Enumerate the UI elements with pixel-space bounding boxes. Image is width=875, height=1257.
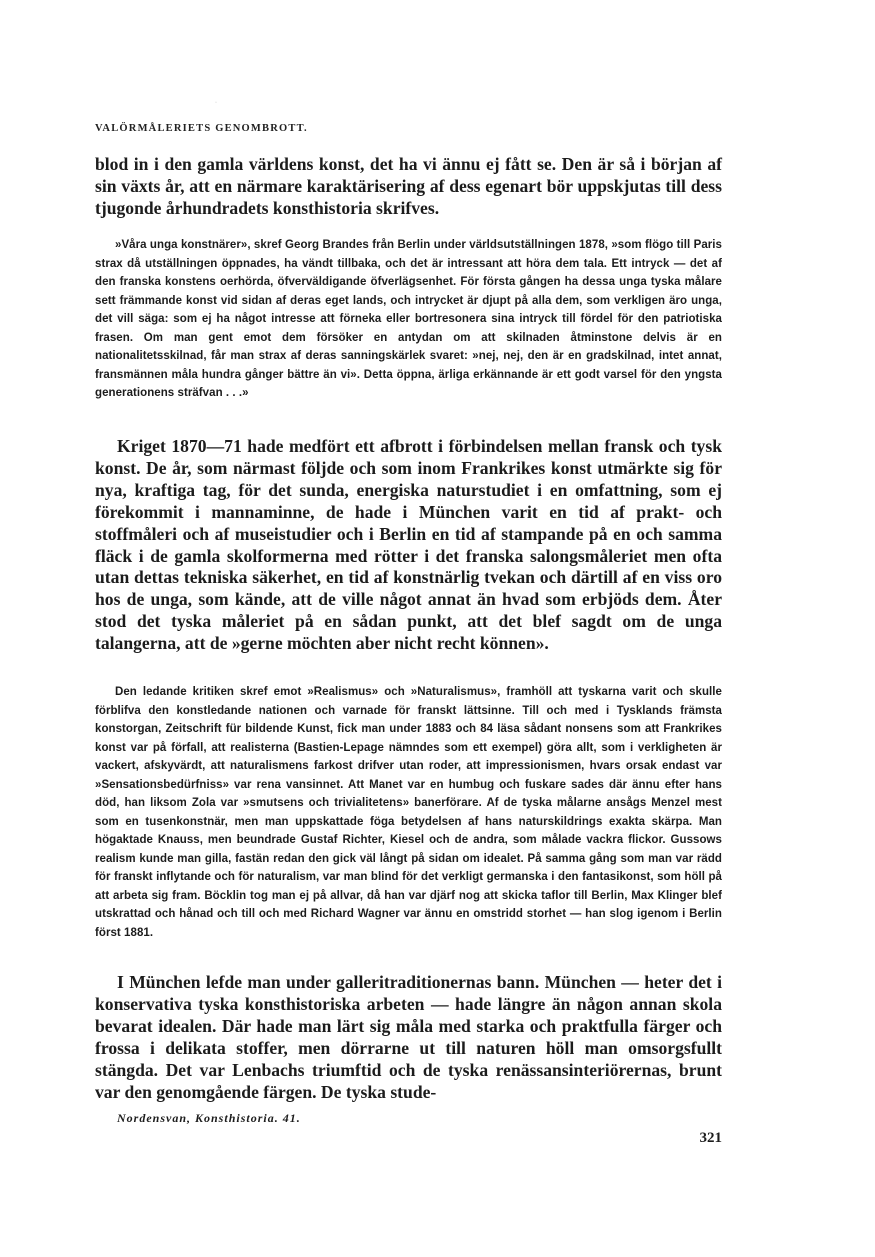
paragraph-munchen: I München lefde man under galleritraditionernas bann. München — heter det i konservativa tyska konsthistoriska arbeten — hade längre än någon annan skola bevarat idealen. Där hade man lärt sig måla med starka och praktfulla färger och frossa i delikata stoffer, men dörrarne ut till naturen höll man omsorgsfullt stängda. Det var Lenbachs triumftid och de tyska renässansinteriörernas, brunt var den genomgående färgen. De tyska stude- <box>95 972 722 1102</box>
paragraph-critique: Den ledande kritiken skref emot »Realismus» och »Naturalismus», framhöll att tyskarna varit och skulle förblifva den konstledande nationen och varnade för franskt lättsinne. Till och med i Tysklands främsta konstorgan, Zeitschrift für bildende Kunst, fick man under 1883 och 84 läsa sådant nonsens som att Frankrikes konst var på förfall, att realisterna (Bastien-Lepage nämndes som ett exempel) göra allt, som i verkligheten är vackert, afskyvärdt, att naturalismens farkost drifver utan roder, att impressionismen, hvars orsak endast var »Sensationsbedürfniss» var rena vansinnet. Att Manet var en humbug och fuskare sades där ännu efter hans död, han liksom Zola var »smutsens och trivialitetens» banerförare. Af de tyska målarne ansågs Menzel mest som en tusenkonstnär, men man uppskattade föga betydelsen af hans naturskildrings exakta skärpa. Man högaktade Knauss, men beundrade Gustaf Richter, Kiesel och de andra, som målade vackra flickor. Gussows realism kunde man gilla, fastän redan den gick väl långt på sidan om idealet. På samma gång som man var rädd för franskt inflytande och för naturalism, var man blind för det verkligt germanska i den fantasikonst, som höll på att arbeta sig fram. Böcklin tog man ej på allvar, då han var djärf nog att skicka taflor till Berlin, Max Klinger blef utskrattad och hånad och till och med Richard Wagner var ännu en omstridd storhet — han slog igenom i Berlin först 1881. <box>95 686 722 939</box>
print-speck: · <box>215 100 217 106</box>
signature-line: Nordensvan, Konsthistoria. 41. <box>117 1111 301 1125</box>
paragraph-opening: blod in i den gamla världens konst, det ha vi ännu ej fått se. Den är så i början af sin växts år, att en närmare karaktärisering af dess egenart bör uppskjutas till dess tjugonde århundradets konsthistoria skrifves. <box>95 154 722 218</box>
paragraph-war-1870: Kriget 1870—71 hade medfört ett afbrott i förbindelsen mellan fransk och tysk konst. De år, som närmast följde och som inom Frankrikes konst utmärkte sig för nya, kraftiga tag, för det sunda, energiska naturstudiet i en omfattning, som ej förekommit i mannaminne, de hade i München varit en tid af prakt- och stoffmåleri och af museistudier och i Berlin en tid af stampande på en och samma fläck i de gamla skolformerna med rötter i det franska salongsmåleriet men ofta utan dettas tekniska säkerhet, en tid af konstnärlig tvekan och därtill af en viss oro hos de unga, som kände, att de ville något annat än hvad som erbjöds dem. Åter stod det tyska måleriet på en sådan punkt, att det blef sagdt om de unga talangerna, att de »gerne möchten aber nicht recht können». <box>95 436 722 654</box>
running-head: VALÖRMÅLERIETS GENOMBROTT. <box>95 123 308 134</box>
book-page <box>95 0 722 1257</box>
quote-brandes: »Våra unga konstnärer», skref Georg Brandes från Berlin under världsutställningen 1878, »som flögo till Paris strax då utställningen öppnades, ha vändt tillbaka, och det är intressant att höra dem tala. Ett intryck — det af den franska konstens oerhörda, öfverväldigande öfverlägsenhet. För första gången ha dessa unga tyska målare sett främmande konst vid sidan af deras eget lands, och intrycket är djupt på alla dem, som verkligen äro unga, det vill säga: som ej ha något intresse att förneka eller bortresonera sina intryck till fördel för den patriotiska frasen. Om man gent emot dem försöker en antydan om att skilnaden åtminstone delvis är en nationalitetsskilnad, får man strax af deras sanningskärlek svaret: »nej, nej, den är en gradskilnad, intet annat, fransmännen måla hundra gånger bättre än vi». Detta öppna, ärliga erkännande är ett godt varsel för den yngsta generationens sträfvan . . .» <box>95 239 722 399</box>
page-number: 321 <box>699 1130 722 1146</box>
